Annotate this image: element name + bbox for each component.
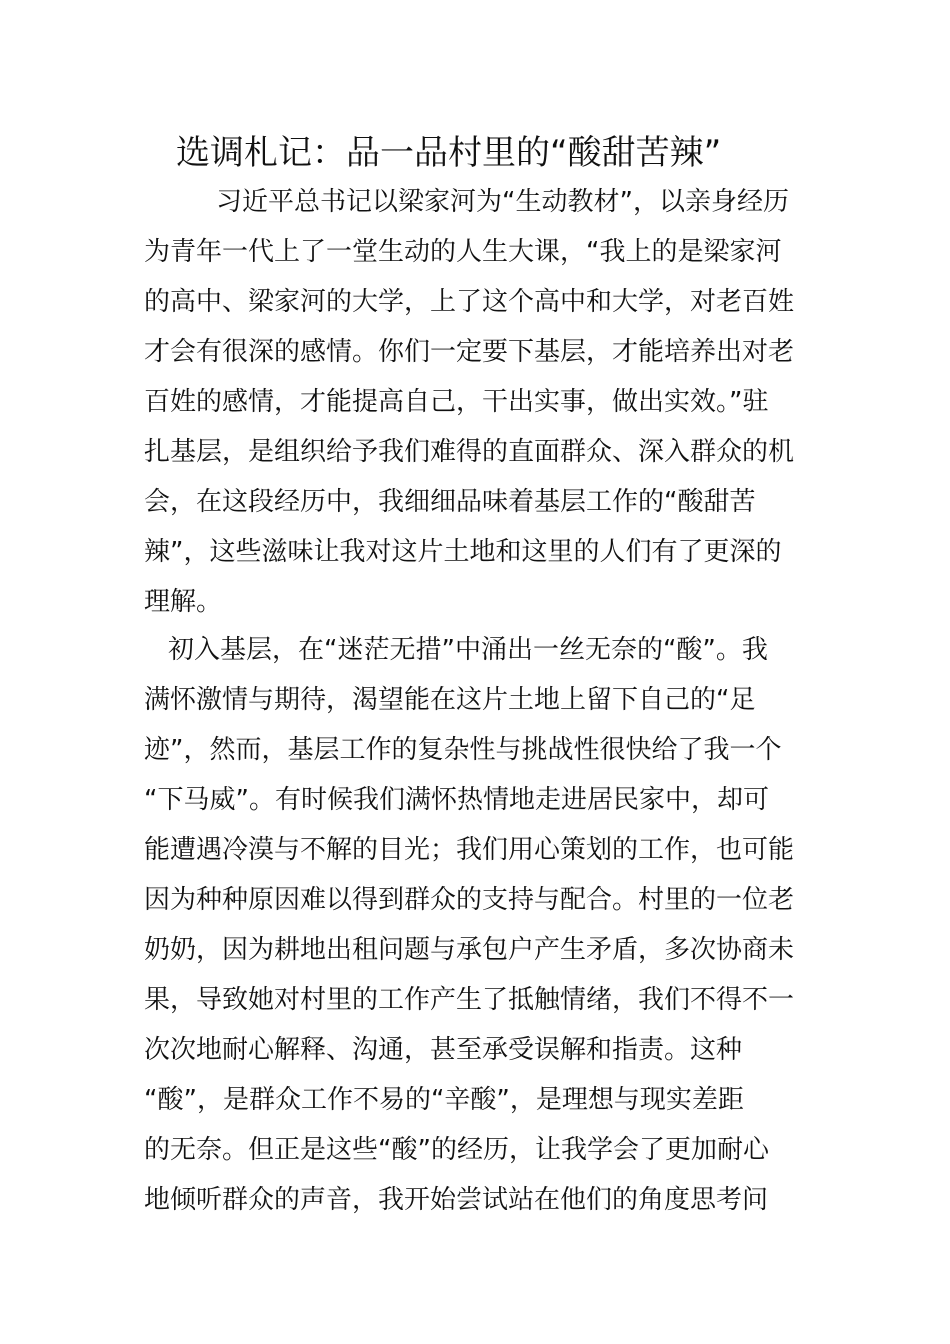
paragraph-line: 理解。 — [144, 587, 223, 617]
paragraph-line: 扎基层，是组织给予我们难得的直面群众、深入群众的机 — [144, 437, 795, 467]
paragraph-line: 辣”，这些滋味让我对这片土地和这里的人们有了更深的 — [144, 537, 782, 567]
paragraph-line: 会，在这段经历中，我细细品味着基层工作的“酸甜苦 — [144, 487, 756, 517]
paragraph-line: 地倾听群众的声音，我开始尝试站在他们的角度思考问 — [144, 1185, 769, 1215]
paragraph-line: 次次地耐心解释、沟通，甚至承受误解和指责。这种 — [144, 1035, 743, 1065]
paragraph-line: 奶奶，因为耕地出租问题与承包户产生矛盾，多次协商未 — [144, 935, 795, 965]
paragraph-line: “下马威”。有时候我们满怀热情地走进居民家中，却可 — [144, 785, 769, 815]
paragraph-line: 为青年一代上了一堂生动的人生大课，“我上的是梁家河 — [144, 237, 782, 267]
paragraph-line: 才会有很深的感情。你们一定要下基层，才能培养出对老 — [144, 337, 795, 367]
paragraph-line: 百姓的感情，才能提高自己，干出实事，做出实效。”驻 — [144, 387, 769, 417]
paragraph-line: 习近平总书记以梁家河为“生动教材”，以亲身经历 — [216, 187, 789, 217]
paragraph-line: 能遭遇冷漠与不解的目光；我们用心策划的工作，也可能 — [144, 835, 795, 865]
paragraph-line: 果，导致她对村里的工作产生了抵触情绪，我们不得不一 — [144, 985, 795, 1015]
paragraph-line: 因为种种原因难以得到群众的支持与配合。村里的一位老 — [144, 885, 795, 915]
paragraph-line: “酸”，是群众工作不易的“辛酸”，是理想与现实差距 — [144, 1085, 744, 1115]
paragraph-line: 满怀激情与期待，渴望能在这片土地上留下自己的“足 — [144, 685, 756, 715]
paragraph-1 — [144, 177, 824, 627]
paragraph-line: 迹”，然而，基层工作的复杂性与挑战性很快给了我一个 — [144, 735, 782, 765]
paragraph-2 — [144, 625, 824, 1225]
paragraph-line: 的无奈。但正是这些“酸”的经历，让我学会了更加耐心 — [144, 1135, 769, 1165]
paragraph-line: 的高中、梁家河的大学，上了这个高中和大学，对老百姓 — [144, 287, 795, 317]
paragraph-line: 初入基层，在“迷茫无措”中涌出一丝无奈的“酸”。我 — [168, 635, 768, 665]
document-title: 选调札记：品一品村里的“酸甜苦辣” — [176, 133, 722, 173]
